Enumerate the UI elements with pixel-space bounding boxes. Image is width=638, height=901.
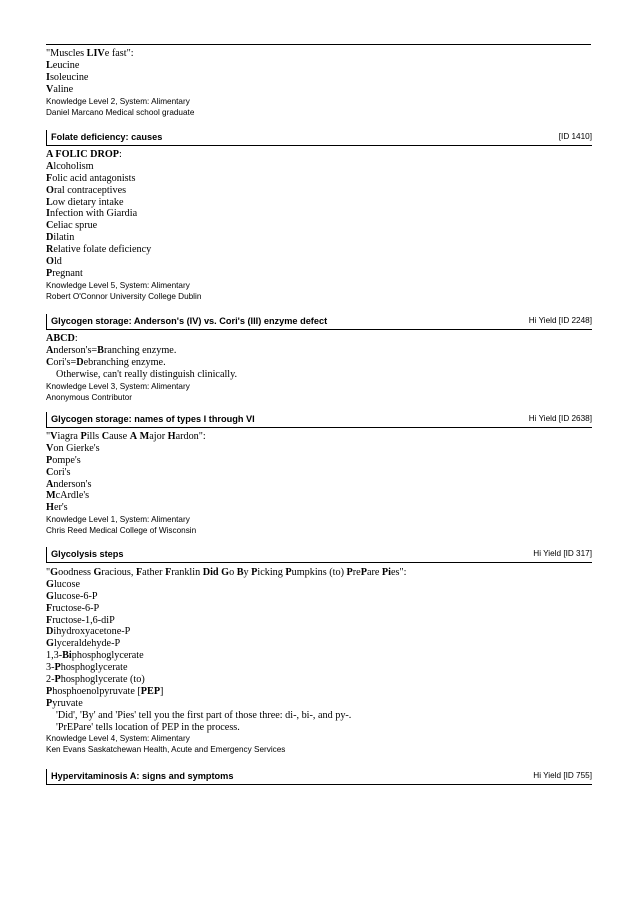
entry-line: Oral contraceptives (46, 184, 127, 196)
entry-line: Phosphoenolpyruvate [PEP] (46, 685, 164, 697)
entry-muscles-live-fast (46, 48, 591, 118)
knowledge-level: Knowledge Level 5, System: Alimentary (46, 280, 190, 290)
entry-line: Glucose-6-P (46, 590, 98, 602)
entry-line: Cori's (46, 466, 71, 478)
entry-line: ABCD: (46, 333, 78, 344)
entry-header-folate (46, 130, 592, 146)
entry-line: Anderson's=Branching enzyme. (46, 344, 177, 356)
entry-line: 3-Phosphoglycerate (46, 662, 128, 674)
entry-id-tag: Hi Yield [ID 2638] (528, 414, 592, 423)
author: Daniel Marcano Medical school graduate (46, 107, 195, 117)
knowledge-level: Knowledge Level 3, System: Alimentary (46, 381, 190, 391)
entry-line: Cori's=Debranching enzyme. (46, 356, 166, 368)
entry-line: Von Gierke's (46, 442, 100, 454)
entry-line: Folic acid antagonists (46, 172, 136, 184)
entry-line: McArdle's (46, 490, 90, 502)
entry-title: Glycolysis steps (51, 549, 124, 559)
author: Ken Evans Saskatchewan Health, Acute and Emergency Services (46, 745, 286, 755)
entry-line: "Muscles LIVe fast": (46, 48, 134, 59)
entry-line: Infection with Giardia (46, 208, 138, 220)
author: Chris Reed Medical College of Wisconsin (46, 526, 197, 536)
entry-line: Anderson's (46, 478, 92, 490)
entry-line: Alcoholism (46, 160, 94, 172)
entry-glycolysis-steps (46, 567, 591, 755)
entry-line: Pregnant (46, 267, 83, 279)
entry-line: Celiac sprue (46, 220, 98, 232)
entry-line: "Goodness Gracious, Father Franklin Did Go By Picking Pumpkins (to) PrePare Pies": (46, 567, 407, 578)
entry-line: Leucine (46, 59, 80, 71)
author: Anonymous Contributor (46, 392, 133, 402)
entry-title: Glycogen storage: Anderson's (IV) vs. Cori's (III) enzyme defect (51, 316, 328, 326)
entry-line: 'PrEPare' tells location of PEP in the process. (56, 721, 240, 733)
entry-line: "Viagra Pills Cause A Major Hardon": (46, 431, 206, 442)
entry-line: A FOLIC DROP: (46, 149, 122, 160)
entry-line: Pyruvate (46, 697, 83, 709)
entry-id-tag: [ID 1410] (558, 132, 592, 141)
author: Robert O'Connor University College Dublin (46, 291, 202, 301)
entry-line: Fructose-6-P (46, 602, 100, 614)
entry-line: 'Did', 'By' and 'Pies' tell you the first part of those three: di-, bi-, and py-. (56, 709, 352, 721)
entry-line: Pompe's (46, 454, 81, 466)
entry-header-glycogen-types (46, 412, 592, 428)
entry-id-tag: Hi Yield [ID 317] (533, 549, 592, 558)
entry-folate-deficiency (46, 149, 591, 302)
entry-id-tag: Hi Yield [ID 755] (533, 771, 592, 780)
knowledge-level: Knowledge Level 1, System: Alimentary (46, 515, 190, 525)
entry-title: Folate deficiency: causes (51, 132, 163, 142)
entry-line: Fructose-1,6-diP (46, 614, 115, 626)
entry-header-hypervitaminosis (46, 769, 592, 785)
entry-header-glycolysis (46, 547, 592, 563)
entry-line: Otherwise, can't really distinguish clinically. (56, 368, 238, 380)
entry-line: Relative folate deficiency (46, 244, 152, 256)
knowledge-level: Knowledge Level 2, System: Alimentary (46, 96, 190, 106)
entry-line: Old (46, 256, 62, 268)
entry-title: Glycogen storage: names of types I through VI (51, 414, 255, 424)
entry-glycogen-types (46, 431, 591, 536)
entry-line: Low dietary intake (46, 196, 124, 208)
entry-line: Valine (46, 83, 74, 95)
entry-line: Her's (46, 502, 68, 514)
entry-line: 1,3-Biphosphoglycerate (46, 650, 144, 662)
entry-line: Isoleucine (46, 71, 89, 83)
entry-line: Dihydroxyacetone-P (46, 626, 131, 638)
entry-line: Glucose (46, 578, 80, 590)
entry-line: Dilatin (46, 232, 75, 244)
entry-line: Glyceraldehyde-P (46, 638, 121, 650)
entry-header-glycogen-abcd (46, 314, 592, 330)
knowledge-level: Knowledge Level 4, System: Alimentary (46, 734, 190, 744)
entry-title: Hypervitaminosis A: signs and symptoms (51, 771, 234, 781)
entry-id-tag: Hi Yield [ID 2248] (528, 316, 592, 325)
entry-glycogen-anderson-cori (46, 333, 591, 403)
entry-line: 2-Phosphoglycerate (to) (46, 674, 145, 686)
top-rule (46, 44, 591, 45)
